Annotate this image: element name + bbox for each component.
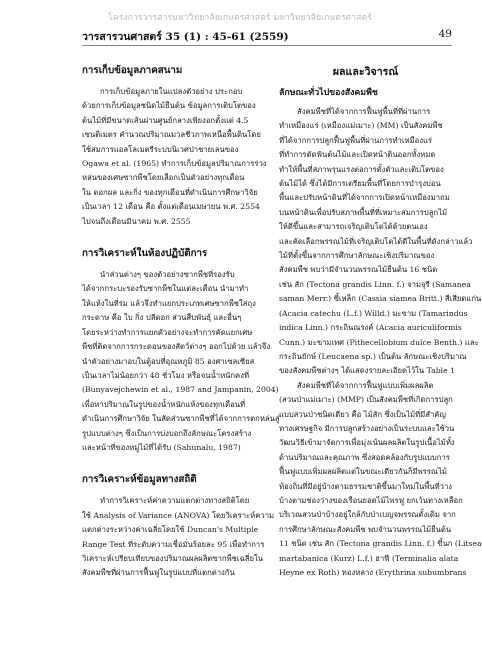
text-line: ต้นไม้ที่มีขนาดเส้นผ่านศูนย์กลางเพียงอกตั้งแต่ 4.5 — [82, 115, 249, 125]
text-line: ที่ได้จากการปลูกฟื้นฟูพื้นที่ผ่านการทำเหมืองแร่ — [279, 135, 433, 145]
text-line: แบบสวนป่าชนิดเดียว คือ ไม้สัก ซึ่งเป็นไม้ที่มีสำคัญ — [279, 409, 446, 419]
right-column — [279, 63, 482, 580]
text-line: ของสังคมพืชต่างๆ ได้แสดงรายละเอียดไว้ใน Table 1 — [279, 366, 455, 376]
text-line: บนหน้าดินเพื่อปรับสภาพพื้นที่ที่เหมาะสมการปลูกไม้ — [279, 207, 448, 217]
text-line: กระดาษ คือ ใบ กิ่ง ปลีดอก ส่วนสืบพันธุ์ และอื่นๆ — [82, 313, 242, 323]
text-line: สังคมพืช พบว่ามีจำนวนพรรณไม้ยืนต้น 16 ชนิด — [279, 265, 438, 275]
text-line: โดยระหว่างทำการแยกตัวอย่างจะทำการคัดแยกเศษ — [82, 327, 253, 337]
text-line: นำส่วนต่างๆ ของตัวอย่างซากพืชที่รองรับ — [100, 270, 235, 280]
text-line: บริเวณสวนป่าบ้างอยู่ใกล้กับป่าเบญจพรรณดั้งเดิม จาก — [279, 510, 456, 520]
text-line: เช่น สัก (Tectona grandis Linn. f.) จามจุรี (Samanea — [279, 279, 471, 289]
text-line: ให้แห้งในที่ร่ม แล้วจึงทำแยกประเภทเศษซากพืชใส่ถุง — [82, 298, 256, 308]
text-line: สังคมพืชที่ผ่านการฟื้นฟูในรูปแบบที่แตกต่างกัน — [82, 568, 235, 578]
text-line: ให้ดีขึ้นและสามารถเจริญเติบโตได้ด้วยตนเอง — [279, 222, 428, 232]
text-line: ฟื้นฟูแบบเพิ่มผลผลิตแต่ในขณะเดียวกันก็มีพรรณไม้ — [279, 467, 447, 477]
section-title-statistics: การวิเคราะห์ข้อมูลทางสถิติ — [82, 474, 197, 486]
text-line: ใน ดอกผล และกิ่ง ของทุกเดือนที่ดำเนินการศึกษาวิจัย — [82, 187, 258, 197]
text-line: สังคมพืชที่ได้จากการฟื้นฟูแบบเพิ่มผลผลิต — [297, 380, 434, 390]
paragraph-results-1 — [279, 105, 482, 379]
text-line: (Bunyavejchewin et al., 1987 and Jampanin, 2004) — [82, 385, 279, 395]
text-line: 11 ชนิด เช่น สัก (Tectona grandis Linn. f.) ขี้นก (Litsea — [279, 539, 482, 549]
text-line: ได้จากกระบะรองรับซากพืชในแต่ละเดือน นำมาทำ — [82, 284, 249, 294]
page-watermark: โครงการวารสารมหาวิทยาลัยเกษตรศาสตร์ มหาวิทยาลัยเกษตรศาสตร์ — [108, 13, 372, 23]
left-column — [82, 63, 280, 581]
text-line: indica Linn.) กระถินณรงค์ (Acacia auriculiformis — [279, 323, 462, 333]
text-line: การศึกษาลักษณะสังคมพืช พบจำนวนพรรณไม้ยืนต้น — [279, 524, 452, 534]
text-line: ใช้ Analysis of Variance (ANOVA) โดยวิเคราะห์ความ — [82, 510, 275, 520]
text-line: ไปจนถึงเดือนมีนาคม พ.ศ. 2555 — [82, 216, 191, 226]
text-line: และคัดเลือกพรรณไม้ที่เจริญเติบโตได้ดีในพื้นที่ดังกล่าวแล้ว — [279, 236, 473, 246]
text-line: martabanica (Kurz) L.f.) ฮาฟี (Terminalia alata — [279, 553, 459, 563]
text-line: Heyne ex Roth) ทองหลาง (Erythrina subumbrans — [279, 568, 467, 577]
text-line: ท้องถิ่นที่มีอยู่บ้างตามธรรมชาติขึ้นมาใหม่ในพื้นที่ว่าง — [279, 481, 453, 491]
text-line: Range Test ที่ระดับความเชื่อมั่นร้อยละ 95 เพื่อทำการ — [82, 539, 265, 549]
header-rule — [82, 45, 452, 46]
text-line: วิเคราะห์เปรียบเทียบของปริมาณผลผลิตซากพืชเฉลี่ยใน — [82, 553, 263, 563]
section-title-lab-analysis: การวิเคราะห์ในห้องปฏิบัติการ — [82, 248, 208, 260]
text-line: ไม้ที่ตั้งขึ้นจากการศึกษาลักษณะเชิงปริมาณของ — [279, 251, 435, 261]
text-line: saman Merr.) ขี้เหล็ก (Cassia siamea Britt.) สีเสียดแก่น — [279, 294, 482, 304]
text-line: ทำการวิเคราะห์ค่าความแตกต่างทางสถิติโดย — [100, 496, 250, 506]
text-line: พืชที่ติดจากการกระดอนของสัตว์ต่างๆ ออกไปด้วย แล้วจึง — [82, 342, 271, 352]
text-line: ที่ทำการตัดฟันต้นไม้และเปิดหน้าดินออกทั้งหมด — [279, 150, 436, 160]
text-line: นำตัวอย่างมาอบในตู้อบที่อุณหภูมิ 85 องศาเซลเซียส — [82, 356, 255, 366]
text-line: ด้านปริมาณและคุณภาพ ซึ่งสอดคล้องกับรูปแบบการ — [279, 452, 450, 462]
text-line: เป็นเวลา 12 เดือน คือ ตั้งแต่เดือนเมษายน พ.ศ. 2554 — [82, 202, 260, 212]
running-header — [82, 28, 452, 45]
text-line: ทางเศรษฐกิจ มีการปลูกสร้างอย่างเป็นระบบและใช้วน — [279, 423, 455, 433]
text-line: แตกต่างระหว่างค่าเฉลี่ยโดยใช้ Duncan's Multiple — [82, 525, 259, 535]
section-title-results: ผลและวิจารณ์ — [332, 66, 399, 78]
paragraph-field-data — [82, 85, 267, 229]
journal-citation: วารสารวนศาสตร์ 35 (1) : 45-61 (2559) — [82, 31, 289, 43]
text-line: การเก็บข้อมูลภายในแปลงตัวอย่าง ประกอบ — [100, 87, 243, 96]
paragraph-lab-analysis — [82, 268, 280, 455]
text-line: Ogawa et al. (1965) ทำการเก็บข้อมูลปริมาณการร่วง — [82, 159, 267, 169]
text-line: สังคมพืชที่ได้จากการฟื้นฟูพื้นที่ที่ผ่านการ — [297, 107, 431, 116]
page-number: 49 — [438, 28, 452, 40]
text-line: เซนติเมตร คำนวณปริมาณมวลชีวภาพเหนือพื้นดินโดย — [82, 130, 261, 140]
paragraph-statistics — [82, 494, 275, 580]
text-line: เพื่อหาปริมาณในรูปของน้ำหนักแห้งของทุกเดือนที่ — [82, 399, 246, 409]
paragraph-results-2 — [279, 379, 482, 581]
text-line: วัฒนวิธีเข้ามาจัดการเพื่อมุ่งเน้นผลผลิตในรูปเนื้อไม้ทั้ง — [279, 438, 455, 448]
text-line: (สวนป่าแม่เมาะ) (MMP) เป็นสังคมพืชที่เกิดการปลูก — [279, 395, 453, 405]
text-line: ใช้สมการแอลโลเมตรีระบบนิเวศป่าชายเลนของ — [82, 144, 239, 154]
text-line: พื้นและปรับหน้าดินที่ได้จากการเปิดหน้าเหมืองมาถม — [279, 193, 450, 203]
text-line: รูปแบบต่างๆ ซึ่งเป็นการบ่งบอกถึงลักษณะโครงสร้าง — [82, 428, 252, 438]
text-line: Cunn.) มะขามเทศ (Pithecellobium dulce Benth.) และ — [279, 337, 479, 347]
text-line: หล่นของเศษซากพืชโดยเลือกเป็นตัวอย่างทุกเดือน — [82, 173, 245, 183]
text-line: บ้างตามช่องว่างของเรือนยอดไม้ไพรฟู ยกเว้นทางเหลือก — [279, 495, 463, 505]
text-line: ทำให้พื้นที่สภาพรุนแรงต่อการตั้งตัวและเติบโตของ — [279, 164, 444, 174]
section-title-field-data: การเก็บข้อมูลภาคสนาม — [82, 65, 183, 76]
text-line: ด้วยการเก็บข้อมูลชนิดไม้ยืนต้น ข้อมูลการเติบโตของ — [82, 101, 256, 111]
text-line: ดำเนินการศึกษาวิจัย ในสัดส่วนซากพืชที่ได้จากการตกหล่นสู่ — [82, 414, 280, 424]
text-line: (Acacia catechu (L.f.) Willd.) มะขาม (Tamarindus — [279, 308, 468, 318]
text-line: เป็นเวลาไม่น้อยกว่า 48 ชั่วโมง หรือจนน้ำหนักคงที่ — [82, 370, 250, 380]
text-line: กระถินยักษ์ (Leucaena sp.) เป็นต้น ลักษณะเชิงปริมาณ — [279, 351, 467, 361]
text-line: ทำเหมืองแร่ (เหมืองแม่เมาะ) (MM) เป็นสังคมพืช — [279, 121, 443, 131]
text-line: ต้นไม้ได้ ซึ่งได้มีการเตรียมพื้นที่โดยการบำรุงบ่อน — [279, 179, 441, 189]
subsection-title-plant-community: ลักษณะทั่วไปของสังคมพืช — [279, 88, 378, 98]
text-line: และหน้าที่ของหมู่ไม้ที่ได้รับ (Sahunalu, 1987) — [82, 442, 241, 452]
